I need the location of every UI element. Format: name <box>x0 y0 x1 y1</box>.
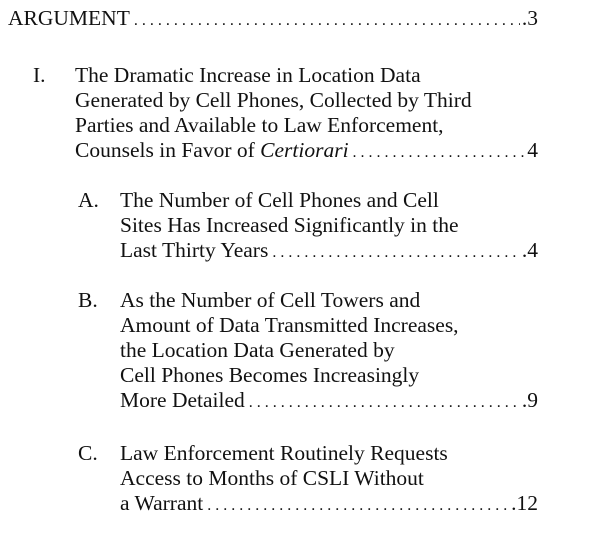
toc-section-i-line-3: Parties and Available to Law Enforcement, <box>75 113 444 137</box>
toc-argument-title: ARGUMENT <box>8 6 130 30</box>
dot-leader <box>130 8 520 33</box>
toc-section-b-line-1: As the Number of Cell Towers and <box>120 288 421 312</box>
toc-entry-section-b[interactable] <box>78 288 538 418</box>
dot-leader <box>203 493 509 518</box>
toc-entry-section-a[interactable] <box>78 188 538 268</box>
toc-section-a-last-line <box>120 238 538 265</box>
dot-leader <box>268 240 520 265</box>
toc-entry-section-i[interactable] <box>33 63 538 173</box>
toc-section-a-page: .4 <box>521 238 538 262</box>
toc-section-i-last-prefix: Counsels in Favor of <box>75 138 261 162</box>
toc-section-a-line-1: The Number of Cell Phones and Cell <box>120 188 439 212</box>
toc-section-b-line-3: the Location Data Generated by <box>120 338 395 362</box>
toc-section-i-italic: Certiorari <box>260 138 349 162</box>
toc-section-c-line-1: Law Enforcement Routinely Requests <box>120 441 448 465</box>
toc-section-i-number: I. <box>33 63 46 87</box>
toc-section-a-last: Last Thirty Years <box>120 238 269 262</box>
toc-section-i-line-2: Generated by Cell Phones, Collected by Third <box>75 88 472 112</box>
toc-entry-section-c[interactable] <box>78 441 538 521</box>
toc-section-c-last-line <box>120 491 538 518</box>
toc-section-b-line-4: Cell Phones Becomes Increasingly <box>120 363 420 387</box>
dot-leader <box>245 390 520 415</box>
toc-entry-argument[interactable] <box>8 6 538 33</box>
toc-section-b-last: More Detailed <box>120 388 245 412</box>
toc-section-a-line-2: Sites Has Increased Significantly in the <box>120 213 459 237</box>
toc-section-a-number: A. <box>78 188 99 212</box>
toc-argument-line <box>8 6 538 33</box>
toc-section-c-line-2: Access to Months of CSLI Without <box>120 466 424 490</box>
toc-section-i-page: 4 <box>527 138 538 162</box>
toc-section-b-page: .9 <box>521 388 538 412</box>
toc-section-b-number: B. <box>78 288 98 312</box>
toc-section-c-number: C. <box>78 441 98 465</box>
dot-leader <box>349 140 526 165</box>
toc-section-b-last-line <box>120 388 538 415</box>
toc-argument-page: .3 <box>521 6 538 30</box>
toc-section-c-last: a Warrant <box>120 491 204 515</box>
toc-section-b-line-2: Amount of Data Transmitted Increases, <box>120 313 459 337</box>
toc-section-c-page: .12 <box>511 491 538 515</box>
toc-section-i-line-1: The Dramatic Increase in Location Data <box>75 63 421 87</box>
toc-section-i-last-line <box>75 138 538 165</box>
